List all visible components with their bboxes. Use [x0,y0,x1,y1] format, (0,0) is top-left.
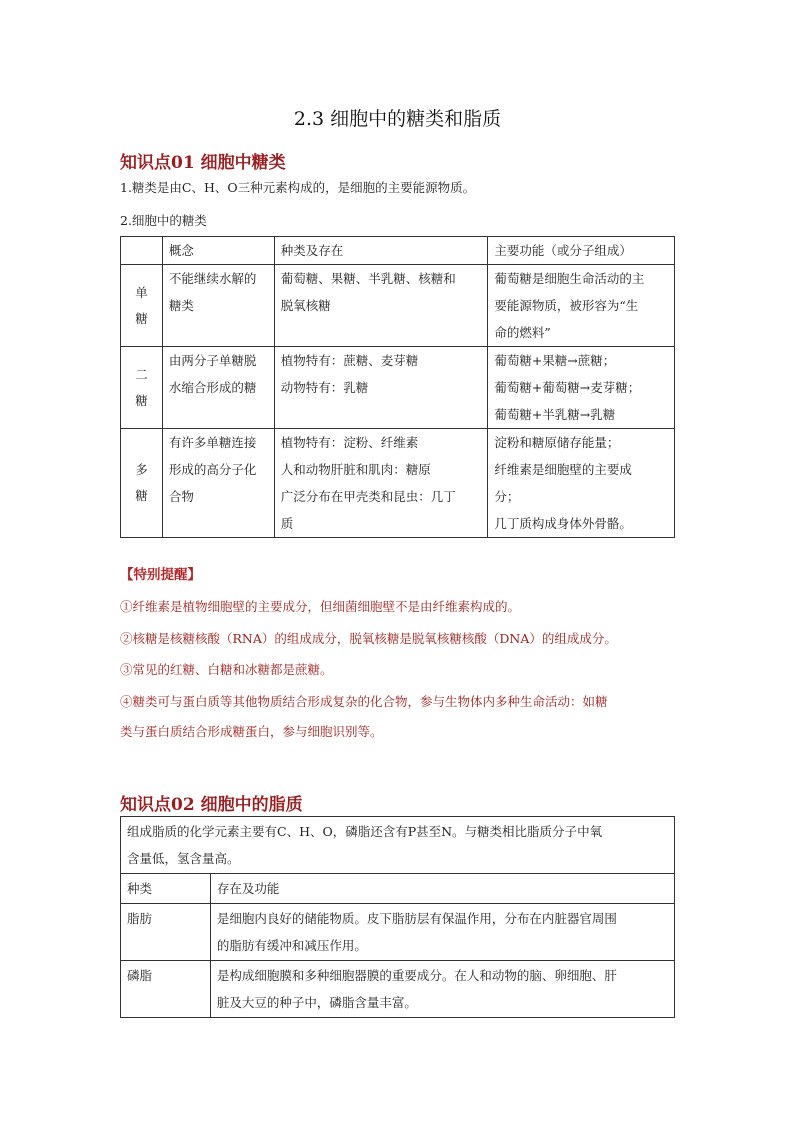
cell-line: 脏及大豆的种子中，磷脂含量丰富。 [216,995,417,1010]
section1-line2: 2.细胞中的糖类 [120,213,207,228]
row-type-char: 糖 [135,392,148,408]
row-type-char: 糖 [135,488,148,503]
reminder-item: ①纤维素是植物细胞壁的主要成分，但细菌细胞壁不是由纤维素构成的。 [120,599,521,614]
cell-line: 分； [494,489,520,504]
row-type-char: 多 [135,462,148,477]
reminder-item: ②核糖是核糖核酸（RNA）的组成成分，脱氧核糖是脱氧核糖核酸（DNA）的组成成分。 [120,631,617,646]
reminder-item: 类与蛋白质结合形成糖蛋白，参与细胞识别等。 [120,724,383,739]
sugar-table [120,236,675,538]
table-header: 存在及功能 [210,874,674,904]
cell-line: 水缩合形成的糖 [168,380,257,395]
table-row [121,347,675,429]
row-type-char: 单 [135,284,148,300]
lipid-table [120,816,675,1018]
table-header [121,237,163,265]
cell-line: 合物 [168,489,194,504]
table-header-row [121,237,675,265]
row-type [121,429,163,538]
lipid-desc [210,961,674,1018]
cell-line: 脱氧核糖 [280,298,331,313]
row-function [488,429,675,538]
cell-line: 淀粉和糖原储存能量； [494,435,620,450]
table-header-row [121,874,675,904]
row-kinds [274,347,488,429]
cell-line: 是细胞内良好的储能物质。皮下脂肪层有保温作用，分布在内脏器官周围 [216,911,617,926]
page-title: 2.3 细胞中的糖类和脂质 [293,108,502,130]
table-row [121,961,675,1018]
table-header: 概念 [162,237,274,265]
row-kinds [274,265,488,347]
table-row [121,429,675,538]
row-type-char: 糖 [135,310,148,326]
cell-line: 葡萄糖、果糖、半乳糖、核糖和 [280,271,456,286]
section1-line1: 1.糖类是由C、H、O三种元素构成的，是细胞的主要能源物质。 [120,180,476,195]
cell-line: 动物特有：乳糖 [280,380,369,395]
row-function [488,347,675,429]
table-header: 主要功能（或分子组成） [488,237,675,265]
table-header: 种类 [121,874,211,904]
cell-line: 人和动物肝脏和肌肉：糖原 [280,462,431,477]
cell-line: 不能继续水解的 [168,271,257,286]
cell-line: 组成脂质的化学元素主要有C、H、O，磷脂还含有P甚至N。与糖类相比脂质分子中氧 [127,824,603,839]
cell-line: 纤维素是细胞壁的主要成 [494,462,632,477]
row-concept [162,265,274,347]
cell-line: 葡萄糖+果糖→蔗糖； [494,353,616,368]
reminder-heading: 【特别提醒】 [120,567,201,583]
row-concept [162,347,274,429]
table-row [121,904,675,961]
cell-line: 植物特有：淀粉、纤维素 [280,435,419,450]
cell-line: 是构成细胞膜和多种细胞器膜的重要成分。在人和动物的脑、卵细胞、肝 [216,968,617,983]
cell-line: 植物特有：蔗糖、麦芽糖 [280,353,419,368]
row-concept [162,429,274,538]
cell-line: 要能源物质，被形容为“生 [494,298,639,313]
lipid-intro [121,817,675,874]
table-row [121,817,675,874]
section1-heading: 知识点01 细胞中糖类 [120,153,286,173]
cell-line: 含量低，氢含量高。 [127,851,240,866]
cell-line: 的脂肪有缓冲和减压作用。 [216,938,367,953]
cell-line: 葡萄糖是细胞生命活动的主 [494,271,645,286]
cell-line: 葡萄糖+葡萄糖→麦芽糖； [494,380,641,395]
cell-line: 几丁质构成身体外骨骼。 [494,516,632,531]
reminder-item: ④糖类可与蛋白质等其他物质结合形成复杂的化合物，参与生物体内多种生命活动：如糖 [120,694,608,709]
cell-line: 形成的高分子化 [168,462,257,477]
cell-line: 糖类 [168,298,194,313]
cell-line: 命的燃料” [494,325,551,340]
row-function [488,265,675,347]
lipid-kind: 磷脂 [121,961,211,1018]
lipid-desc [210,904,674,961]
lipid-kind: 脂肪 [121,904,211,961]
row-kinds [274,429,488,538]
table-header: 种类及存在 [274,237,488,265]
cell-line: 有许多单糖连接 [168,435,257,450]
table-row [121,265,675,347]
cell-line: 葡萄糖+半乳糖→乳糖 [494,407,616,422]
section2-heading: 知识点02 细胞中的脂质 [120,795,303,815]
cell-line: 由两分子单糖脱 [168,353,257,368]
reminder-item: ③常见的红糖、白糖和冰糖都是蔗糖。 [120,662,333,677]
cell-line: 广泛分布在甲壳类和昆虫：几丁 [280,489,456,504]
row-type [121,347,163,429]
cell-line: 质 [280,516,294,531]
row-type [121,265,163,347]
row-type-char: 二 [135,366,148,382]
